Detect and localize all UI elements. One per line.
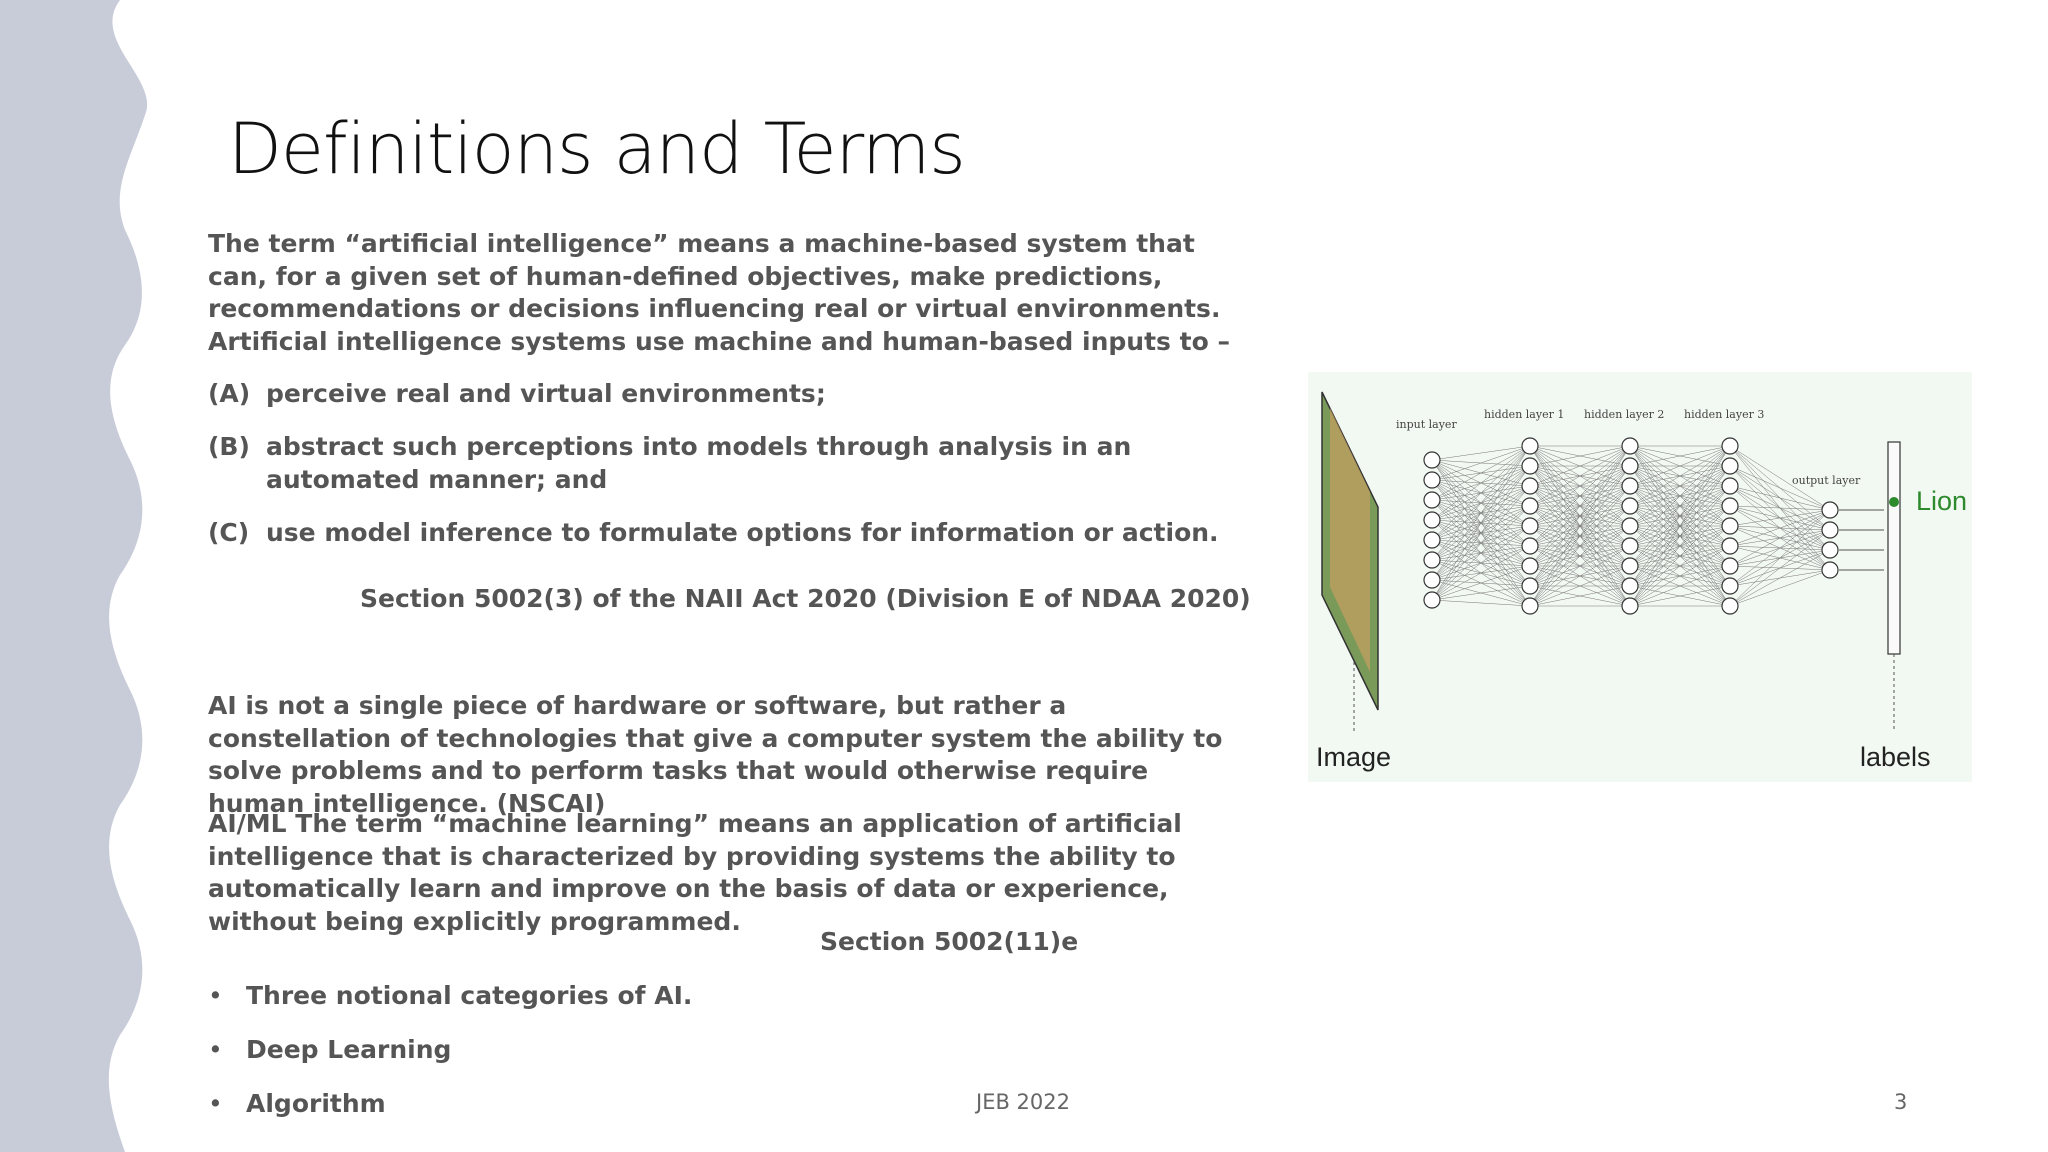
network-node	[1722, 478, 1738, 494]
neural-network-figure	[1308, 372, 1972, 782]
bullet-item: • Three notional categories of AI.	[208, 981, 693, 1010]
network-node	[1424, 452, 1440, 468]
layer-label-output: output layer	[1792, 474, 1861, 487]
network-edge	[1432, 446, 1530, 460]
network-node	[1522, 478, 1538, 494]
network-node	[1424, 532, 1440, 548]
neural-network-diagram	[1308, 372, 1972, 782]
network-node	[1622, 518, 1638, 534]
bullet-item: • Algorithm	[208, 1089, 386, 1118]
network-edge	[1432, 446, 1530, 600]
item-text: abstract such perceptions into models through analysis in an automated manner; and	[266, 432, 1132, 494]
layer-label-hidden-3: hidden layer 3	[1684, 408, 1765, 421]
item-text: perceive real and virtual environments;	[266, 379, 826, 408]
definition-item-b	[208, 431, 1208, 496]
network-node	[1722, 558, 1738, 574]
network-node	[1722, 578, 1738, 594]
network-node	[1722, 438, 1738, 454]
network-edge	[1730, 530, 1830, 606]
network-node	[1522, 578, 1538, 594]
layer-label-input: input layer	[1396, 418, 1457, 431]
item-label: (C)	[208, 518, 250, 547]
network-node	[1522, 458, 1538, 474]
network-node	[1522, 598, 1538, 614]
network-edge	[1730, 550, 1830, 606]
slide-title: Definitions and Terms	[228, 108, 965, 190]
network-node	[1424, 472, 1440, 488]
network-node	[1822, 502, 1838, 518]
lion-indicator-dot	[1889, 497, 1899, 507]
network-node	[1722, 538, 1738, 554]
network-node	[1722, 458, 1738, 474]
decorative-wave-band	[0, 0, 160, 1152]
network-node	[1722, 598, 1738, 614]
ai-definition-paragraph: The term “artificial intelligence” means a machine-based system that can, for a given set of human-defined objectives, make predictions, recommendations or decisions influencing real or virtual environments. Artificial intelligence systems use machine and human-based inputs to –	[208, 229, 1230, 356]
network-node	[1522, 498, 1538, 514]
network-node	[1522, 518, 1538, 534]
prediction-label: Lion	[1916, 486, 1968, 516]
item-label: (A)	[208, 379, 251, 408]
network-node	[1822, 542, 1838, 558]
network-node	[1622, 558, 1638, 574]
network-edge	[1730, 510, 1830, 606]
network-node	[1622, 458, 1638, 474]
citation-section: Section 5002(11)e	[820, 927, 1079, 956]
network-edge	[1730, 466, 1830, 510]
network-node	[1622, 578, 1638, 594]
network-node	[1622, 598, 1638, 614]
network-edge	[1730, 510, 1830, 586]
network-node	[1722, 518, 1738, 534]
network-edge	[1730, 570, 1830, 606]
image-label: Image	[1316, 742, 1392, 772]
layer-label-hidden-1: hidden layer 1	[1484, 408, 1565, 421]
ml-definition-paragraph: AI/ML The term “machine learning” means an application of artificial intelligence that is characterized by providing systems the ability to automatically learn and improve on the basis of data or experience, without being explicitly programmed.	[208, 809, 1182, 936]
labels-column	[1888, 442, 1900, 654]
network-node	[1622, 478, 1638, 494]
network-node	[1424, 492, 1440, 508]
network-node	[1522, 538, 1538, 554]
definition-item-a	[208, 378, 1248, 411]
network-node	[1522, 558, 1538, 574]
definition-item-c	[208, 517, 1248, 550]
network-node	[1424, 552, 1440, 568]
network-node	[1622, 438, 1638, 454]
citation-naii: Section 5002(3) of the NAII Act 2020 (Division E of NDAA 2020)	[360, 584, 1251, 613]
item-label: (B)	[208, 432, 250, 461]
labels-label: labels	[1860, 742, 1931, 772]
bullet-glyph: •	[208, 981, 223, 1010]
page-number: 3	[1894, 1090, 1908, 1114]
layer-label-hidden-2: hidden layer 2	[1584, 408, 1665, 421]
nscai-paragraph: AI is not a single piece of hardware or software, but rather a constellation of technologies that give a computer system the ability to solve problems and to perform tasks that would otherwise require human intelligence. (NSCAI)	[208, 691, 1223, 818]
network-node	[1622, 538, 1638, 554]
item-text: use model inference to formulate options for information or action.	[266, 518, 1219, 547]
network-node	[1622, 498, 1638, 514]
bullet-item: • Deep Learning	[208, 1035, 452, 1064]
bullet-glyph: •	[208, 1035, 223, 1064]
network-node	[1424, 512, 1440, 528]
network-node	[1424, 592, 1440, 608]
network-node	[1522, 438, 1538, 454]
network-node	[1822, 522, 1838, 538]
network-node	[1424, 572, 1440, 588]
network-node	[1822, 562, 1838, 578]
network-edge	[1432, 600, 1530, 606]
bullet-glyph: •	[208, 1089, 223, 1118]
network-node	[1722, 498, 1738, 514]
footer-text: JEB 2022	[976, 1090, 1070, 1114]
